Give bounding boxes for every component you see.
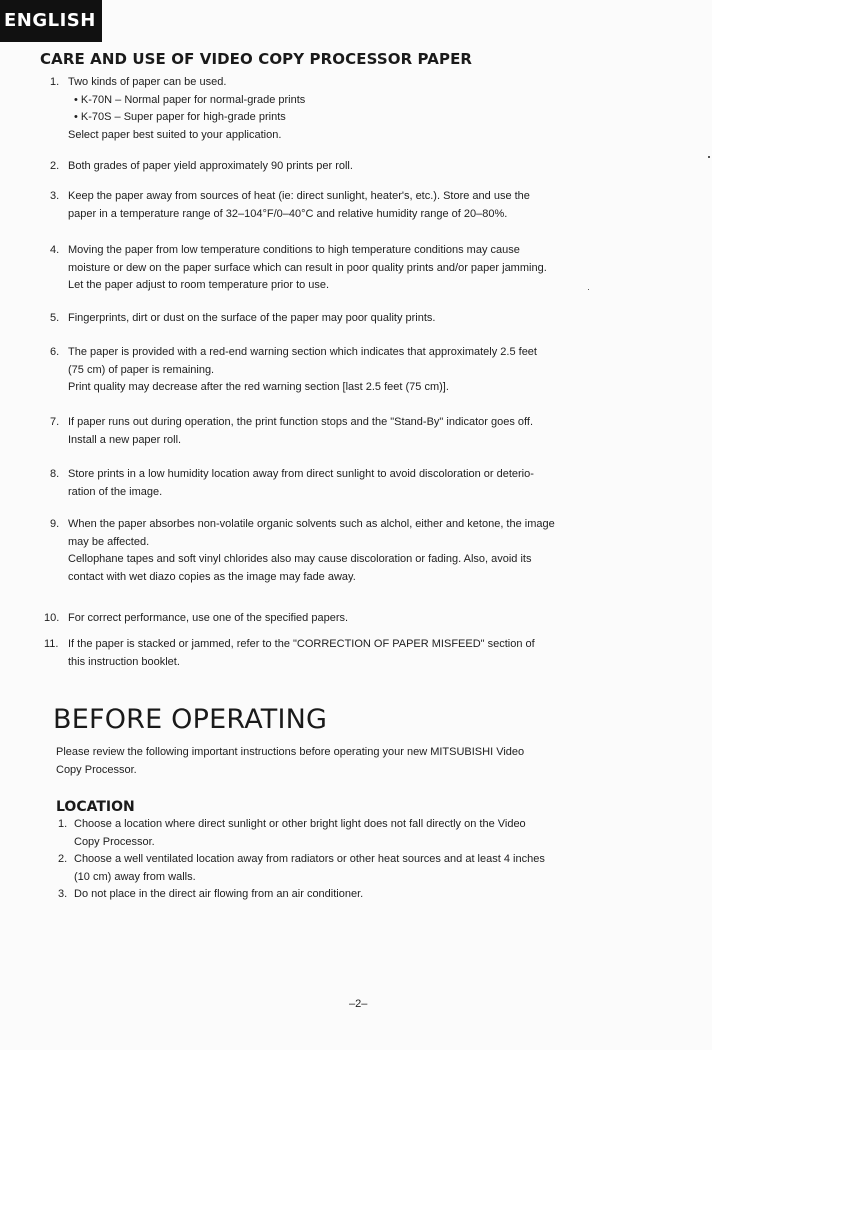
location-item [56, 816, 676, 851]
intro-line: Please review the following important instructions before operating your new MITSUBISHI Video [56, 746, 525, 758]
item-line: Both grades of paper yield approximately 90 prints per roll. [68, 160, 353, 172]
item-number: 1. [58, 818, 68, 830]
before-operating-title: BEFORE OPERATING [53, 704, 328, 735]
item-number: 4. [50, 244, 60, 256]
item-number: 2. [58, 853, 68, 865]
item-number: 10. [44, 612, 60, 624]
item-line: Select paper best suited to your application. [68, 128, 282, 141]
language-tab: ENGLISH [0, 0, 102, 42]
item-line: Moving the paper from low temperature conditions to high temperature conditions may cause [68, 244, 520, 256]
item-line: Do not place in the direct air flowing from an air conditioner. [74, 888, 364, 900]
care-item [40, 636, 698, 671]
item-line: may be affected. [68, 535, 150, 548]
care-section-title: CARE AND USE OF VIDEO COPY PROCESSOR PAPER [40, 50, 473, 68]
care-item [40, 74, 698, 144]
item-line: Choose a location where direct sunlight or other bright light does not fall directly on the Video [74, 818, 526, 830]
item-line: Choose a well ventilated location away from radiators or other heat sources and at least 4 inches [74, 853, 545, 865]
item-line: • K-70S – Super paper for high-grade prints [74, 111, 286, 123]
item-line: moisture or dew on the paper surface which can result in poor quality prints and/or paper jamming. [68, 261, 547, 274]
item-line: contact with wet diazo copies as the image may fade away. [68, 570, 356, 583]
item-line: If the paper is stacked or jammed, refer to the "CORRECTION OF PAPER MISFEED" section of [68, 638, 535, 650]
item-line: Cellophane tapes and soft vinyl chlorides also may cause discoloration or fading. Also, avoid its [68, 553, 532, 565]
item-number: 11. [44, 638, 59, 650]
scan-speck [708, 156, 710, 158]
item-line: Install a new paper roll. [68, 433, 182, 446]
item-number: 1. [50, 76, 60, 88]
item-line: Print quality may decrease after the red warning section [last 2.5 feet (75 cm)]. [68, 381, 449, 393]
care-item [40, 414, 698, 449]
care-item [40, 610, 698, 628]
location-list [56, 816, 676, 904]
care-item [40, 466, 698, 501]
item-line: ration of the image. [68, 485, 163, 498]
item-number: 7. [50, 416, 60, 428]
item-line: The paper is provided with a red-end warning section which indicates that approximately 2.5 feet [68, 346, 537, 358]
care-item [40, 242, 698, 295]
care-item [40, 310, 698, 328]
item-number: 5. [50, 312, 60, 324]
item-line: When the paper absorbes non-volatile organic solvents such as alchol, either and ketone, the image [68, 518, 555, 530]
location-item [56, 851, 676, 886]
intro-line: Copy Processor. [56, 763, 137, 776]
location-title: LOCATION [56, 799, 135, 815]
location-item [56, 886, 676, 904]
item-number: 3. [50, 190, 60, 202]
item-line: If paper runs out during operation, the print function stops and the "Stand-By" indicator goes off. [68, 416, 534, 428]
item-number: 8. [50, 468, 60, 480]
item-line: paper in a temperature range of 32–104°F/0–40°C and relative humidity range of 20–80%. [68, 207, 508, 220]
item-number: 3. [58, 888, 68, 900]
item-line: Store prints in a low humidity location away from direct sunlight to avoid discoloration or deterio- [68, 468, 534, 480]
item-line: Let the paper adjust to room temperature prior to use. [68, 279, 330, 291]
item-line: Keep the paper away from sources of heat (ie: direct sunlight, heater's, etc.). Store and use the [68, 190, 530, 202]
item-line: Copy Processor. [74, 835, 155, 848]
item-line: this instruction booklet. [68, 655, 180, 668]
item-number: 9. [50, 518, 60, 530]
care-item [40, 516, 698, 586]
scan-speck [588, 289, 589, 290]
item-number: 2. [50, 160, 60, 172]
care-item [40, 344, 698, 397]
item-line: (10 cm) away from walls. [74, 870, 196, 883]
item-line: (75 cm) of paper is remaining. [68, 363, 215, 376]
page-number: –2– [349, 998, 368, 1010]
item-line: Two kinds of paper can be used. [68, 76, 227, 88]
item-line: Fingerprints, dirt or dust on the surface of the paper may poor quality prints. [68, 312, 436, 324]
care-item [40, 158, 698, 176]
care-item [40, 188, 698, 223]
item-number: 6. [50, 346, 60, 358]
before-operating-intro [56, 744, 676, 779]
item-line: • K-70N – Normal paper for normal-grade prints [74, 93, 306, 106]
item-line: For correct performance, use one of the specified papers. [68, 612, 349, 624]
